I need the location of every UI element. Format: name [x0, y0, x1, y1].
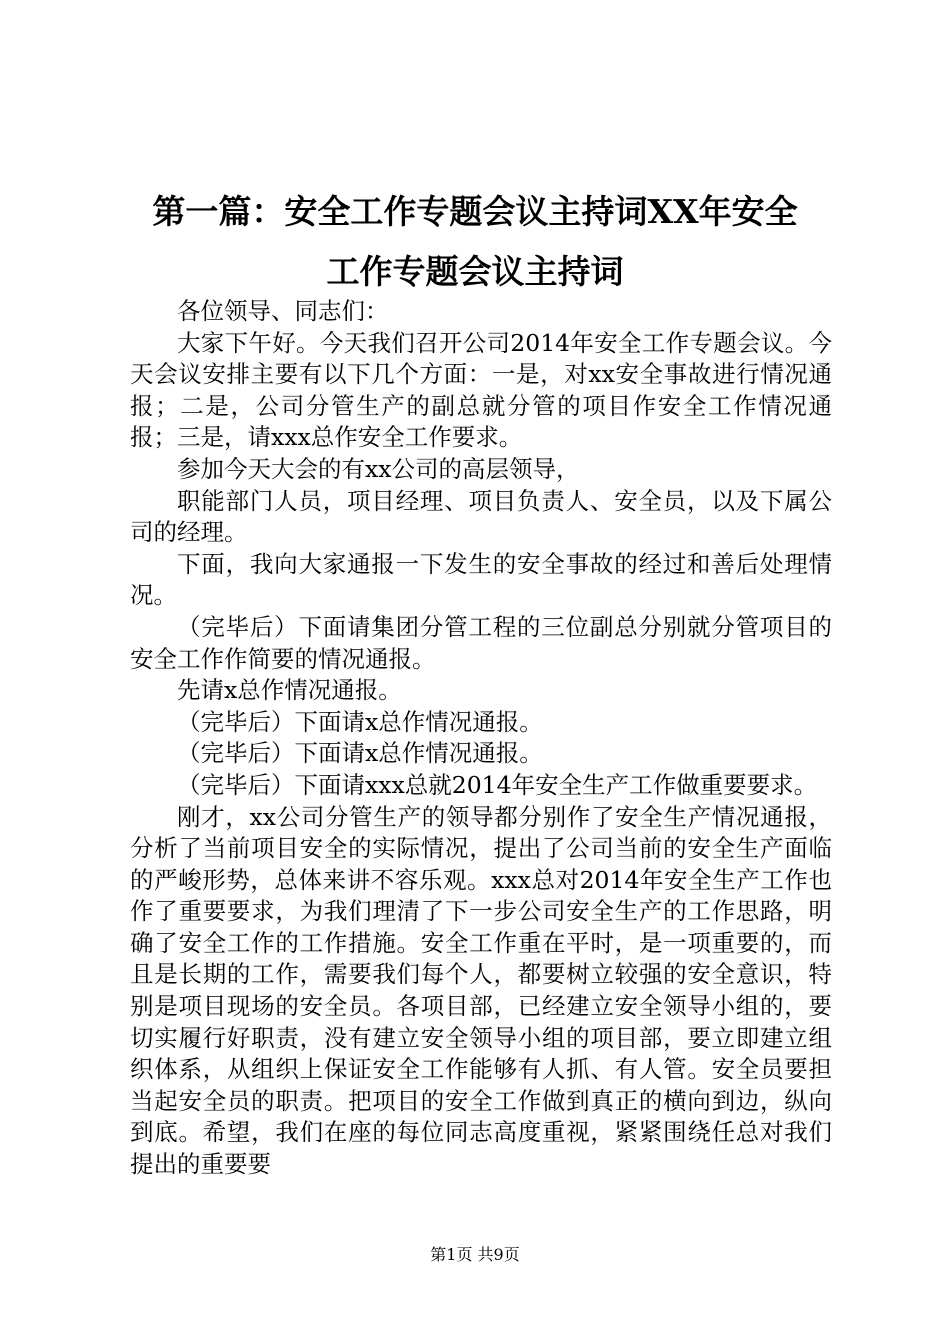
paragraph: （完毕后）下面请x总作情况通报。: [177, 739, 543, 768]
document-body: [130, 296, 832, 1181]
page-footer: 第1页 共9页: [430, 1245, 520, 1264]
paragraph: 先请x总作情况通报。: [177, 676, 402, 705]
paragraph-salutation: 各位领导、同志们：: [177, 297, 389, 325]
paragraph: 职能部门人员，项目经理、项目负责人、安全员，以及下属公司的经理。: [130, 486, 832, 547]
document-title: [110, 182, 840, 302]
paragraph: 刚才，xx公司分管生产的领导都分别作了安全生产情况通报，分析了当前项目安全的实际情况，提出了公司当前的安全生产面临的严峻形势，总体来讲不容乐观。xxx总对2014年安全生产工作也作了重要要求，为我们理清了下一步公司安全生产的工作思路，明确了安全工作的工作措施。安全工作重在平时，是一项重要的，而且是长期的工作，需要我们每个人，都要树立较强的安全意识，特别是项目现场的安全员。各项目部，已经建立安全领导小组的，要切实履行好职责，没有建立安全领导小组的项目部，要立即建立组织体系，从组织上保证安全工作能够有人抓、有人管。安全员要担当起安全员的职责。把项目的安全工作做到真正的横向到边，纵向到底。希望，我们在座的每位同志高度重视，紧紧围绕任总对我们提出的重要要: [130, 802, 832, 1179]
paragraph: 参加今天大会的有xx公司的高层领导，: [177, 454, 580, 483]
paragraph: （完毕后）下面请xxx总就2014年安全生产工作做重要要求。: [177, 770, 818, 799]
paragraph: 下面，我向大家通报一下发生的安全事故的经过和善后处理情况。: [130, 549, 832, 610]
paragraph: （完毕后）下面请集团分管工程的三位副总分别就分管项目的安全工作作简要的情况通报。: [130, 612, 832, 673]
paragraph: 大家下午好。今天我们召开公司2014年安全工作专题会议。今天会议安排主要有以下几个方面：一是，对xx安全事故进行情况通报；二是，公司分管生产的副总就分管的项目作安全工作情况通报；三是，请xxx总作安全工作要求。: [130, 328, 832, 452]
paragraph: （完毕后）下面请x总作情况通报。: [177, 707, 543, 736]
title-line-2: 工作专题会议主持词: [326, 252, 624, 291]
title-line-1: 第一篇：安全工作专题会议主持词XX年安全: [152, 192, 798, 231]
